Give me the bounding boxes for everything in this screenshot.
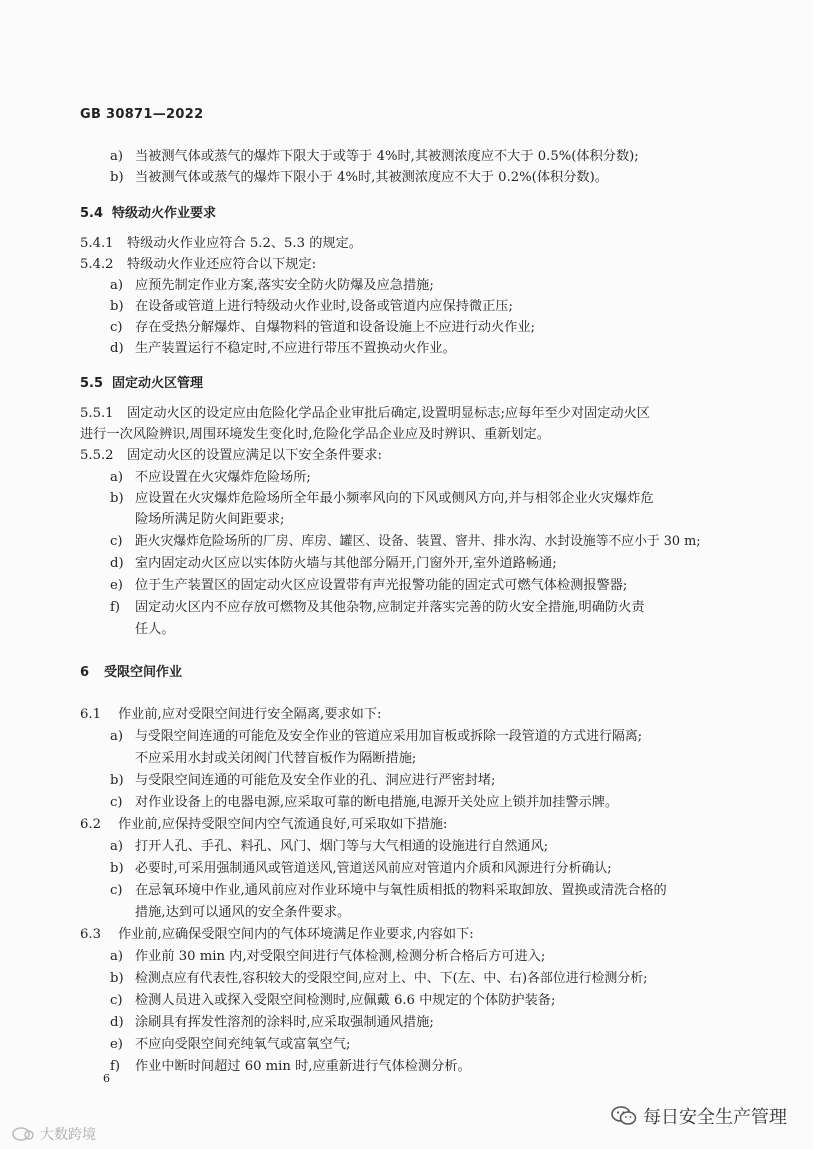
item-label: d) — [110, 341, 124, 356]
item-text: 当被测气体或蒸气的爆炸下限大于或等于 4%时,其被测浓度应不大于 0.5%(体积分数); — [135, 149, 639, 164]
item-label: d) — [110, 1015, 124, 1030]
item-text: 必要时,可采用强制通风或管道送风,管道送风前应对管道内介质和风源进行分析确认; — [135, 861, 612, 876]
item-label: b) — [110, 491, 124, 506]
item-text: 位于生产装置区的固定动火区应设置带有声光报警功能的固定式可燃气体检测报警器; — [135, 578, 628, 593]
item-label: b) — [110, 773, 124, 788]
item-label: f) — [110, 1059, 121, 1074]
item-label: a) — [110, 949, 124, 964]
item-label: c) — [110, 883, 123, 898]
item-label: a) — [110, 729, 124, 744]
item-text: 距火灾爆炸危险场所的厂房、库房、罐区、设备、装置、窨井、排水沟、水封设施等不应小于 30 m; — [135, 534, 701, 549]
item-label: b) — [110, 861, 124, 876]
item-text: 作业中断时间超过 60 min 时,应重新进行气体检测分析。 — [135, 1059, 471, 1074]
item-label: c) — [110, 993, 123, 1008]
item-label: a) — [110, 470, 124, 485]
clause-text: 固定动火区的设定应由危险化学品企业审批后确定,设置明显标志;应每年至少对固定动火区 — [127, 406, 650, 421]
clause-number: 6.3 — [80, 927, 101, 942]
item-text: 在设备或管道上进行特级动火作业时,设备或管道内应保持微正压; — [135, 299, 513, 314]
item-text: 检测点应有代表性,容积较大的受限空间,应对上、中、下(左、中、右)各部位进行检测分析; — [135, 971, 648, 986]
watermark-logo-icon — [10, 1125, 36, 1143]
watermark-text: 大数跨境 — [40, 1127, 96, 1143]
item-text: 检测人员进入或探入受限空间检测时,应佩戴 6.6 中规定的个体防护装备; — [135, 993, 556, 1008]
section-heading — [80, 374, 203, 393]
item-label: c) — [110, 320, 123, 335]
clause-text: 进行一次风险辨识,周围环境发生变化时,危险化学品企业应及时辨识、重新划定。 — [80, 427, 550, 442]
item-label: a) — [110, 278, 124, 293]
item-text: 不应设置在火灾爆炸危险场所; — [135, 470, 311, 485]
item-label: b) — [110, 299, 124, 314]
chapter-number: 6 — [80, 665, 90, 680]
standard-number: GB 30871—2022 — [80, 107, 204, 122]
item-label: e) — [110, 578, 123, 593]
page-number: 6 — [103, 1072, 110, 1085]
item-label: b) — [110, 971, 124, 986]
item-label: b) — [110, 170, 124, 185]
item-label: c) — [110, 534, 123, 549]
item-text: 室内固定动火区应以实体防火墙与其他部分隔开,门窗外开,室外道路畅通; — [135, 556, 557, 571]
clause-number: 5.5.2 — [80, 448, 114, 463]
section-heading — [80, 204, 216, 223]
item-text: 对作业设备上的电器电源,应采取可靠的断电措施,电源开关处应上锁并加挂警示牌。 — [135, 795, 619, 810]
item-text: 当被测气体或蒸气的爆炸下限小于 4%时,其被测浓度应不大于 0.2%(体积分数)。 — [135, 170, 608, 185]
clause-text: 特级动火作业还应符合以下规定: — [127, 257, 317, 272]
item-label: c) — [110, 795, 123, 810]
clause-text: 作业前,应保持受限空间内空气流通良好,可采取如下措施: — [118, 817, 448, 832]
item-text: 作业前 30 min 内,对受限空间进行气体检测,检测分析合格后方可进入; — [135, 949, 546, 964]
clause-text: 特级动火作业应符合 5.2、5.3 的规定。 — [127, 236, 362, 251]
item-label: a) — [110, 839, 124, 854]
clause-number: 5.5.1 — [80, 406, 114, 421]
item-label: d) — [110, 556, 124, 571]
item-label: f) — [110, 600, 121, 615]
chapter-title: 受限空间作业 — [104, 665, 183, 680]
clause-number: 6.1 — [80, 707, 101, 722]
item-text: 在忌氧环境中作业,通风前应对作业环境中与氧性质相抵的物料采取卸放、置换或清洗合格的 — [135, 883, 667, 898]
item-text: 与受限空间连通的可能危及安全作业的孔、洞应进行严密封堵; — [135, 773, 496, 788]
clause-text: 固定动火区的设置应满足以下安全条件要求: — [127, 448, 383, 463]
clause-number: 5.4.1 — [80, 236, 114, 251]
section-number: 5.5 — [80, 376, 104, 391]
wechat-account-name: 每日安全生产管理 — [643, 1107, 787, 1128]
item-text: 应预先制定作业方案,落实安全防火防爆及应急措施; — [135, 278, 434, 293]
clause-text: 作业前,应确保受限空间内的气体环境满足作业要求,内容如下: — [118, 927, 474, 942]
clause-text: 作业前,应对受限空间进行安全隔离,要求如下: — [118, 707, 382, 722]
wechat-icon — [611, 1106, 637, 1126]
item-text: 固定动火区内不应存放可燃物及其他杂物,应制定并落实完善的防火安全措施,明确防火责 — [135, 600, 645, 615]
item-label: a) — [110, 149, 124, 164]
item-text: 应设置在火灾爆炸危险场所全年最小频率风向的下风或侧风方向,并与相邻企业火灾爆炸危 — [135, 491, 654, 506]
item-text: 涂刷具有挥发性溶剂的涂料时,应采取强制通风措施; — [135, 1015, 434, 1030]
section-title: 特级动火作业要求 — [112, 206, 217, 221]
watermark — [10, 1124, 96, 1144]
item-text: 与受限空间连通的可能危及安全作业的管道应采用加盲板或拆除一段管道的方式进行隔离; — [135, 729, 643, 744]
item-text: 措施,达到可以通风的安全条件要求。 — [135, 905, 351, 920]
section-number: 5.4 — [80, 206, 104, 221]
item-text: 不应向受限空间充纯氧气或富氧空气; — [135, 1037, 351, 1052]
item-text: 打开人孔、手孔、料孔、风门、烟门等与大气相通的设施进行自然通风; — [135, 839, 549, 854]
item-text: 生产装置运行不稳定时,不应进行带压不置换动火作业。 — [135, 341, 456, 356]
item-label: e) — [110, 1037, 123, 1052]
wechat-account — [611, 1103, 787, 1129]
section-title: 固定动火区管理 — [112, 376, 204, 391]
clause-number: 5.4.2 — [80, 257, 114, 272]
chapter-heading — [80, 663, 182, 682]
item-text: 不应采用水封或关闭阀门代替盲板作为隔断措施; — [135, 751, 417, 766]
item-text: 存在受热分解爆炸、自爆物料的管道和设备设施上不应进行动火作业; — [135, 320, 536, 335]
item-text: 任人。 — [135, 622, 175, 637]
clause-number: 6.2 — [80, 817, 101, 832]
item-text: 险场所满足防火间距要求; — [135, 512, 285, 527]
